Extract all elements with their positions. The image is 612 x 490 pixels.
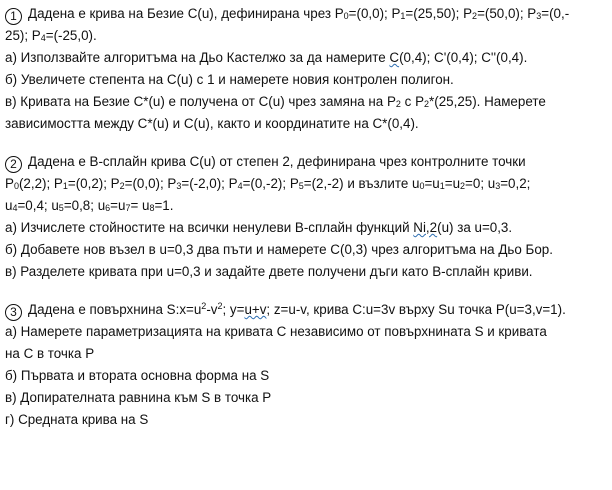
problem-1-line-4: б) Увеличете степента на C(u) с 1 и намерете новия контролен полигон. — [5, 72, 454, 87]
problem-3-line-3: на C в точка P — [5, 346, 95, 361]
problem-2-line-2: $P_0(2,2)$; $P_1=(0,2)$; $P_2=(0,0)$; $P_3=(-2,0)$; $P_4=(0,-2)$; $P_5=(2,-2)$ и възлите $u_0=u_1=u_2=0$; $u_3=0,2$; — [5, 176, 531, 191]
problem-2-line-4: а) Изчислете стойностите на всички ненулеви B-сплайн функций Ni,2(u) за u=0,3. — [5, 220, 513, 235]
problem-1 — [5, 3, 609, 135]
problem-3-line-2: а) Намерете параметризацията на кривата C независимо от повърхнината S и кривата — [5, 324, 547, 339]
problem-1-line-6: зависимостта между C*(u) и C(u), както и координатите на C*(0,4). — [5, 116, 419, 131]
problem-3-line-4: б) Първата и втората основна форма на S — [5, 368, 270, 383]
problem-1-line-1 — [5, 3, 609, 25]
problem-number-badge: 1 — [5, 8, 22, 25]
problem-2 — [5, 151, 609, 283]
problem-3-line-6: г) Средната крива на S — [5, 412, 149, 427]
problem-2-line-3: $u_4=0,4$; $u_5=0,8$; $u_6=u_7= u_8=1$. — [5, 198, 174, 213]
problem-number-badge: 3 — [5, 304, 22, 321]
problem-3-line-1 — [5, 299, 609, 321]
problem-1-intro-rich: Дадена е крива на Безие C(u), дефинирана чрез $P_0=(0,0)$; $P_1=(25,50)$; $P_2=(50,0)$; $P_3=(0,-$ — [28, 6, 570, 21]
problem-1-line-2: 25); $P_4=(-25,0)$. — [5, 28, 97, 43]
problem-2-line-6: в) Разделете кривата при u=0,3 и задайте двете получени дъги като B-сплайн криви. — [5, 264, 533, 279]
problem-1-line-5: в) Кривата на Безие C*(u) е получена от C(u) чрез замяна на $P_2$ с $P_2*(25,25)$. Намерете — [5, 94, 546, 109]
problem-2-line-5: б) Добавете нов възел в u=0,3 два пъти и намерете C(0,3) чрез алгоритъма на Дьо Бор. — [5, 242, 553, 257]
document-body — [5, 3, 609, 431]
problem-1-line-3: а) Използвайте алгоритъма на Дьо Кастелжо за да намерите C(0,4); C'(0,4); C''(0,4). — [5, 50, 528, 65]
problem-3 — [5, 299, 609, 431]
problem-3-line-5: в) Допирателната равнина към S в точка P — [5, 390, 272, 405]
problem-3-intro-rich: Дадена е повърхнина $S:x=u^2-v^2$; y=u+v; z=u-v, крива C:u=3v върху Su точка P(u=3,v=1). — [28, 301, 566, 317]
problem-number-badge: 2 — [5, 156, 22, 173]
problem-2-line-1 — [5, 151, 609, 173]
problem-2-intro: Дадена е B-сплайн крива C(u) от степен 2, дефинирана чрез контролните точки — [28, 154, 526, 169]
